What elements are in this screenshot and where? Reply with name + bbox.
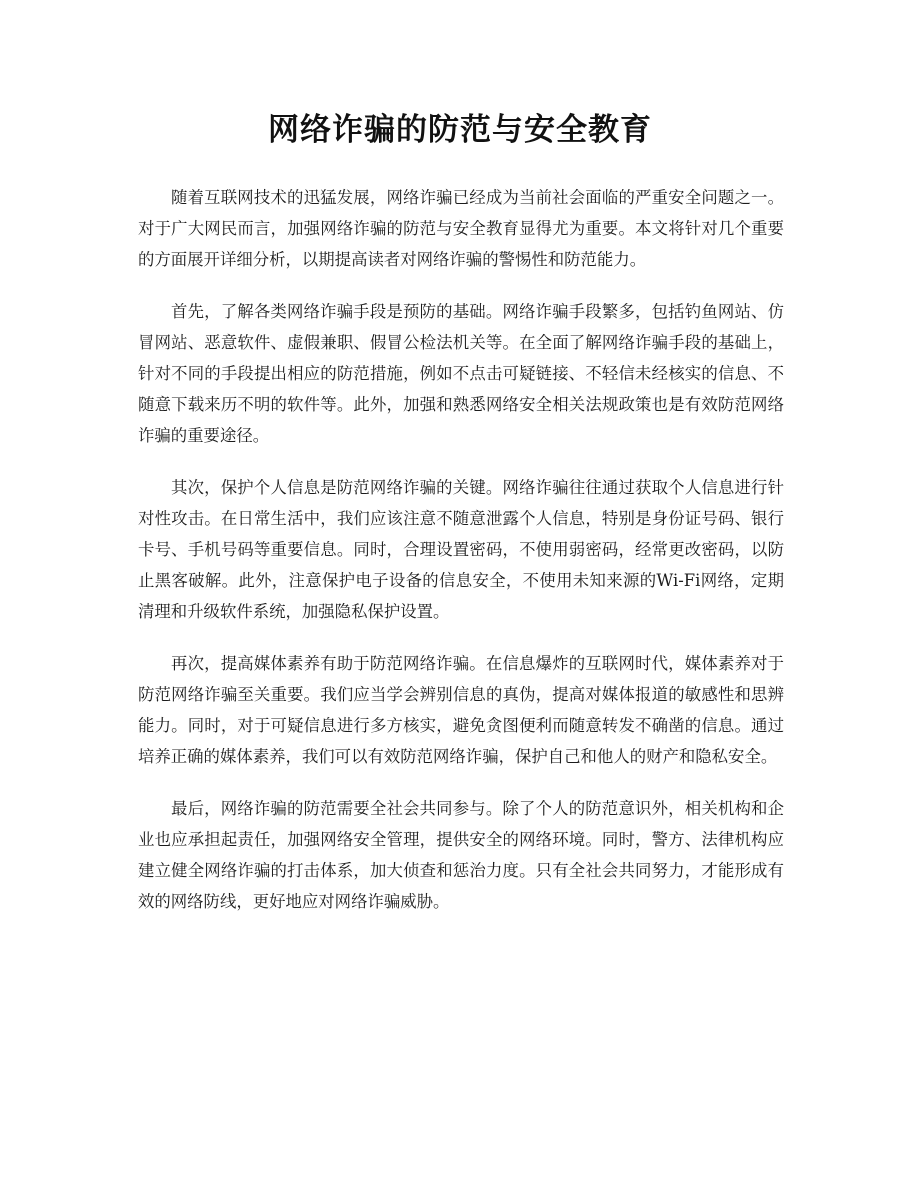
paragraph-intro: 随着互联网技术的迅猛发展，网络诈骗已经成为当前社会面临的严重安全问题之一。对于广大网民而言，加强网络诈骗的防范与安全教育显得尤为重要。本文将针对几个重要的方面展开详细分析，以期提高读者对网络诈骗的警惕性和防范能力。 <box>138 188 784 269</box>
paragraph-society: 最后，网络诈骗的防范需要全社会共同参与。除了个人的防范意识外，相关机构和企业也应承担起责任，加强网络安全管理，提供安全的网络环境。同时，警方、法律机构应建立健全网络诈骗的打击体系，加大侦查和惩治力度。只有全社会共同努力，才能形成有效的网络防线，更好地应对网络诈骗威胁。 <box>138 799 784 911</box>
paragraph-fraud-methods: 首先，了解各类网络诈骗手段是预防的基础。网络诈骗手段繁多，包括钓鱼网站、仿冒网站、恶意软件、虚假兼职、假冒公检法机关等。在全面了解网络诈骗手段的基础上，针对不同的手段提出相应的防范措施，例如不点击可疑链接、不轻信未经核实的信息、不随意下载来历不明的软件等。此外，加强和熟悉网络安全相关法规政策也是有效防范网络诈骗的重要途径。 <box>138 302 784 445</box>
paragraph-personal-info: 其次，保护个人信息是防范网络诈骗的关键。网络诈骗往往通过获取个人信息进行针对性攻击。在日常生活中，我们应该注意不随意泄露个人信息，特别是身份证号码、银行卡号、手机号码等重要信息。同时，合理设置密码，不使用弱密码，经常更改密码，以防止黑客破解。此外，注意保护电子设备的信息安全，不使用未知来源的Wi-Fi网络，定期清理和升级软件系统，加强隐私保护设置。 <box>138 478 784 621</box>
document-title: 网络诈骗的防范与安全教育 <box>268 112 652 148</box>
document-body <box>138 182 784 938</box>
paragraph-media-literacy: 再次，提高媒体素养有助于防范网络诈骗。在信息爆炸的互联网时代，媒体素养对于防范网络诈骗至关重要。我们应当学会辨别信息的真伪，提高对媒体报道的敏感性和思辨能力。同时，对于可疑信息进行多方核实，避免贪图便利而随意转发不确凿的信息。通过培养正确的媒体素养，我们可以有效防范网络诈骗，保护自己和他人的财产和隐私安全。 <box>138 654 784 766</box>
